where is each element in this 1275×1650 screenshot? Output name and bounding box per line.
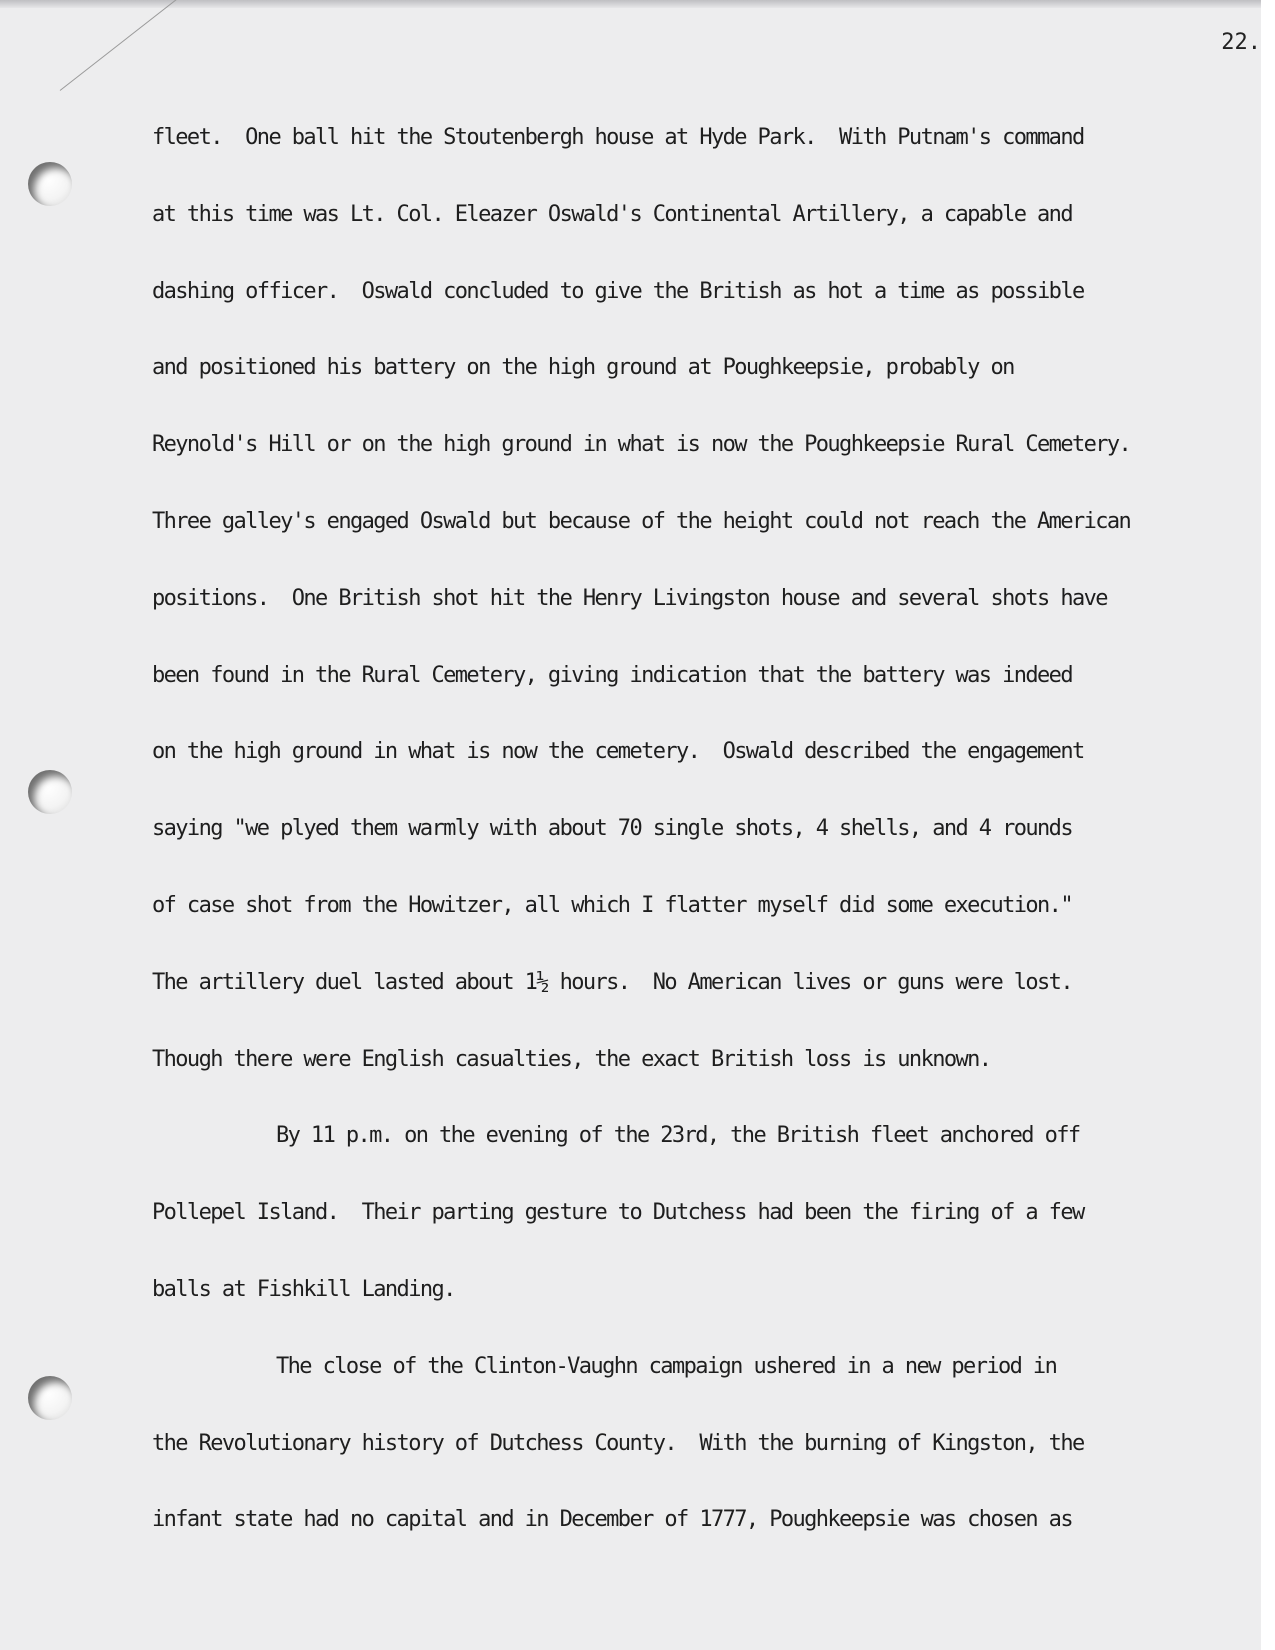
binder-hole-bottom bbox=[28, 1376, 72, 1420]
body-text bbox=[152, 122, 1212, 1581]
page-number: 22. bbox=[1221, 30, 1261, 55]
text-line: infant state had no capital and in December of 1777, Poughkeepsie was chosen as bbox=[152, 1507, 1072, 1533]
text-line: Though there were English casualties, the exact British loss is unknown. bbox=[152, 1046, 991, 1072]
text-line: Pollepel Island. Their parting gesture to Dutchess had been the firing of a few bbox=[152, 1200, 1084, 1226]
text-line: positions. One British shot hit the Henry Livingston house and several shots have bbox=[152, 585, 1107, 611]
text-line: Reynold's Hill or on the high ground in what is now the Poughkeepsie Rural Cemetery. bbox=[152, 432, 1131, 458]
text-line: fleet. One ball hit the Stoutenbergh house at Hyde Park. With Putnam's command bbox=[152, 125, 1084, 150]
text-line: saying "we plyed them warmly with about 70 single shots, 4 shells, and 4 rounds bbox=[152, 816, 1072, 842]
binder-hole-top bbox=[28, 162, 72, 206]
text-line: dashing officer. Oswald concluded to give the British as hot a time as possible bbox=[152, 278, 1084, 304]
binder-hole-middle bbox=[28, 770, 72, 814]
text-line: The artillery duel lasted about 1½ hours. No American lives or guns were lost. bbox=[152, 969, 1072, 995]
text-line: been found in the Rural Cemetery, giving indication that the battery was indeed bbox=[152, 662, 1072, 688]
corner-fold-line bbox=[60, 0, 250, 91]
text-line: on the high ground in what is now the cemetery. Oswald described the engagement bbox=[152, 739, 1084, 765]
text-line: the Revolutionary history of Dutchess County. With the burning of Kingston, the bbox=[152, 1430, 1084, 1456]
text-line: at this time was Lt. Col. Eleazer Oswald's Continental Artillery, a capable and bbox=[152, 201, 1072, 227]
text-line: Three galley's engaged Oswald but because of the height could not reach the American bbox=[152, 508, 1131, 534]
text-line: balls at Fishkill Landing. bbox=[152, 1276, 455, 1302]
page-top-edge bbox=[0, 0, 1275, 8]
page-right-edge bbox=[1261, 0, 1275, 1650]
text-line: of case shot from the Howitzer, all which I flatter myself did some execution." bbox=[152, 892, 1072, 918]
text-line: and positioned his battery on the high ground at Poughkeepsie, probably on bbox=[152, 355, 1014, 381]
paragraph-start-line: The close of the Clinton-Vaughn campaign ushered in a new period in bbox=[276, 1353, 1057, 1379]
paragraph-start-line: By 11 p.m. on the evening of the 23rd, the British fleet anchored off bbox=[276, 1123, 1080, 1149]
